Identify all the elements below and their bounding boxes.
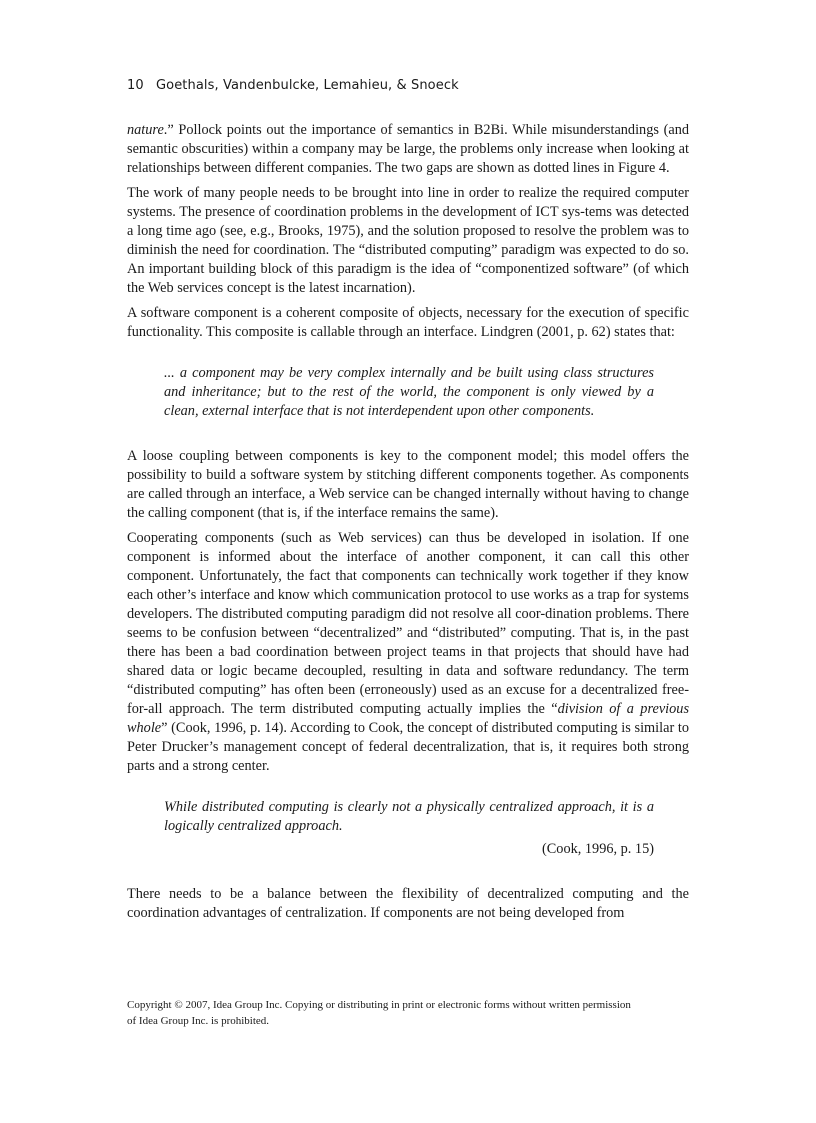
paragraph-6: There needs to be a balance between the flexibility of decentralized computing and the coordination advantages of centralization. If components are not being developed from [127, 886, 689, 921]
running-header [127, 78, 459, 93]
copyright-line-1: Copyright © 2007, Idea Group Inc. Copying or distributing in print or electronic forms without written permission [127, 999, 631, 1011]
block-quote-cook [164, 798, 654, 859]
block-quote-text: ... a component may be very complex internally and be built using class structures and inheritance; but to the rest of the world, the component is only viewed by a clean, external interface that is not interdependent upon other components. [164, 365, 654, 419]
block-quote-lindgren [164, 364, 654, 421]
paragraph-5 [127, 529, 689, 776]
copyright-line-2: of Idea Group Inc. is prohibited. [127, 1015, 270, 1027]
block-quote-citation: (Cook, 1996, p. 15) [542, 841, 654, 857]
paragraph-1-italic: nature [127, 122, 164, 138]
paragraph-3: A software component is a coherent composite of objects, necessary for the execution of specific functionality. This composite is callable through an interface. Lindgren (2001, p. 62) states that: [127, 305, 689, 340]
body-text [127, 121, 689, 923]
paragraph-5-part-a: Cooperating components (such as Web services) can thus be developed in isolation. If one component is informed about the interface of another component, it can call this other component. Unfortunately, the fact that components can technically work together if they know each other’s interface and know which communication protocol to use works as a trap for systems developers. The distributed computing paradigm did not resolve all coor-dination problems. There seems to be confusion between “decentralized” and “distributed” computing. That is, in the past there has been a bad coordination between project teams in that projects that should have had shared data or logic became decoupled, resulting in data and software redundancy. The term “distributed computing” has often been (erroneously) used as an excuse for a decentralized free-for-all approach. The term distributed computing actually implies the “ [127, 530, 689, 717]
page-number: 10 [127, 78, 144, 93]
paragraph-1-rest: .” Pollock points out the importance of semantics in B2Bi. While misunderstandings (and semantic obscurities) within a company may be large, the problems only increase when looking at relationships between different companies. The two gaps are shown as dotted lines in Figure 4. [127, 122, 689, 176]
copyright-footer [127, 997, 702, 1029]
paragraph-4: A loose coupling between components is key to the component model; this model offers the possibility to build a software system by stitching different components together. As components are called through an interface, a Web service can be changed internally without having to change the calling component (that is, if the interface remains the same). [127, 448, 689, 521]
paragraph-5-part-b: ” (Cook, 1996, p. 14). According to Cook, the concept of distributed computing is similar to Peter Drucker’s management concept of federal decentralization, that is, it requires both strong parts and a strong center. [127, 720, 689, 774]
paragraph-2: The work of many people needs to be brought into line in order to realize the required computer systems. The presence of coordination problems in the development of ICT sys-tems was detected a long time ago (see, e.g., Brooks, 1975), and the solution proposed to resolve the problem was to diminish the need for coordination. The “distributed computing” paradigm was expected to do so. An important building block of this paradigm is the idea of “componentized software” (of which the Web services concept is the latest incarnation). [127, 185, 689, 296]
block-quote-text: While distributed computing is clearly not a physically centralized approach, it is a logically centralized approach. [164, 799, 654, 834]
paragraph-1 [127, 121, 689, 178]
header-authors: Goethals, Vandenbulcke, Lemahieu, & Snoeck [155, 78, 459, 93]
paragraph-5-italic: division of a previous whole [127, 701, 690, 736]
